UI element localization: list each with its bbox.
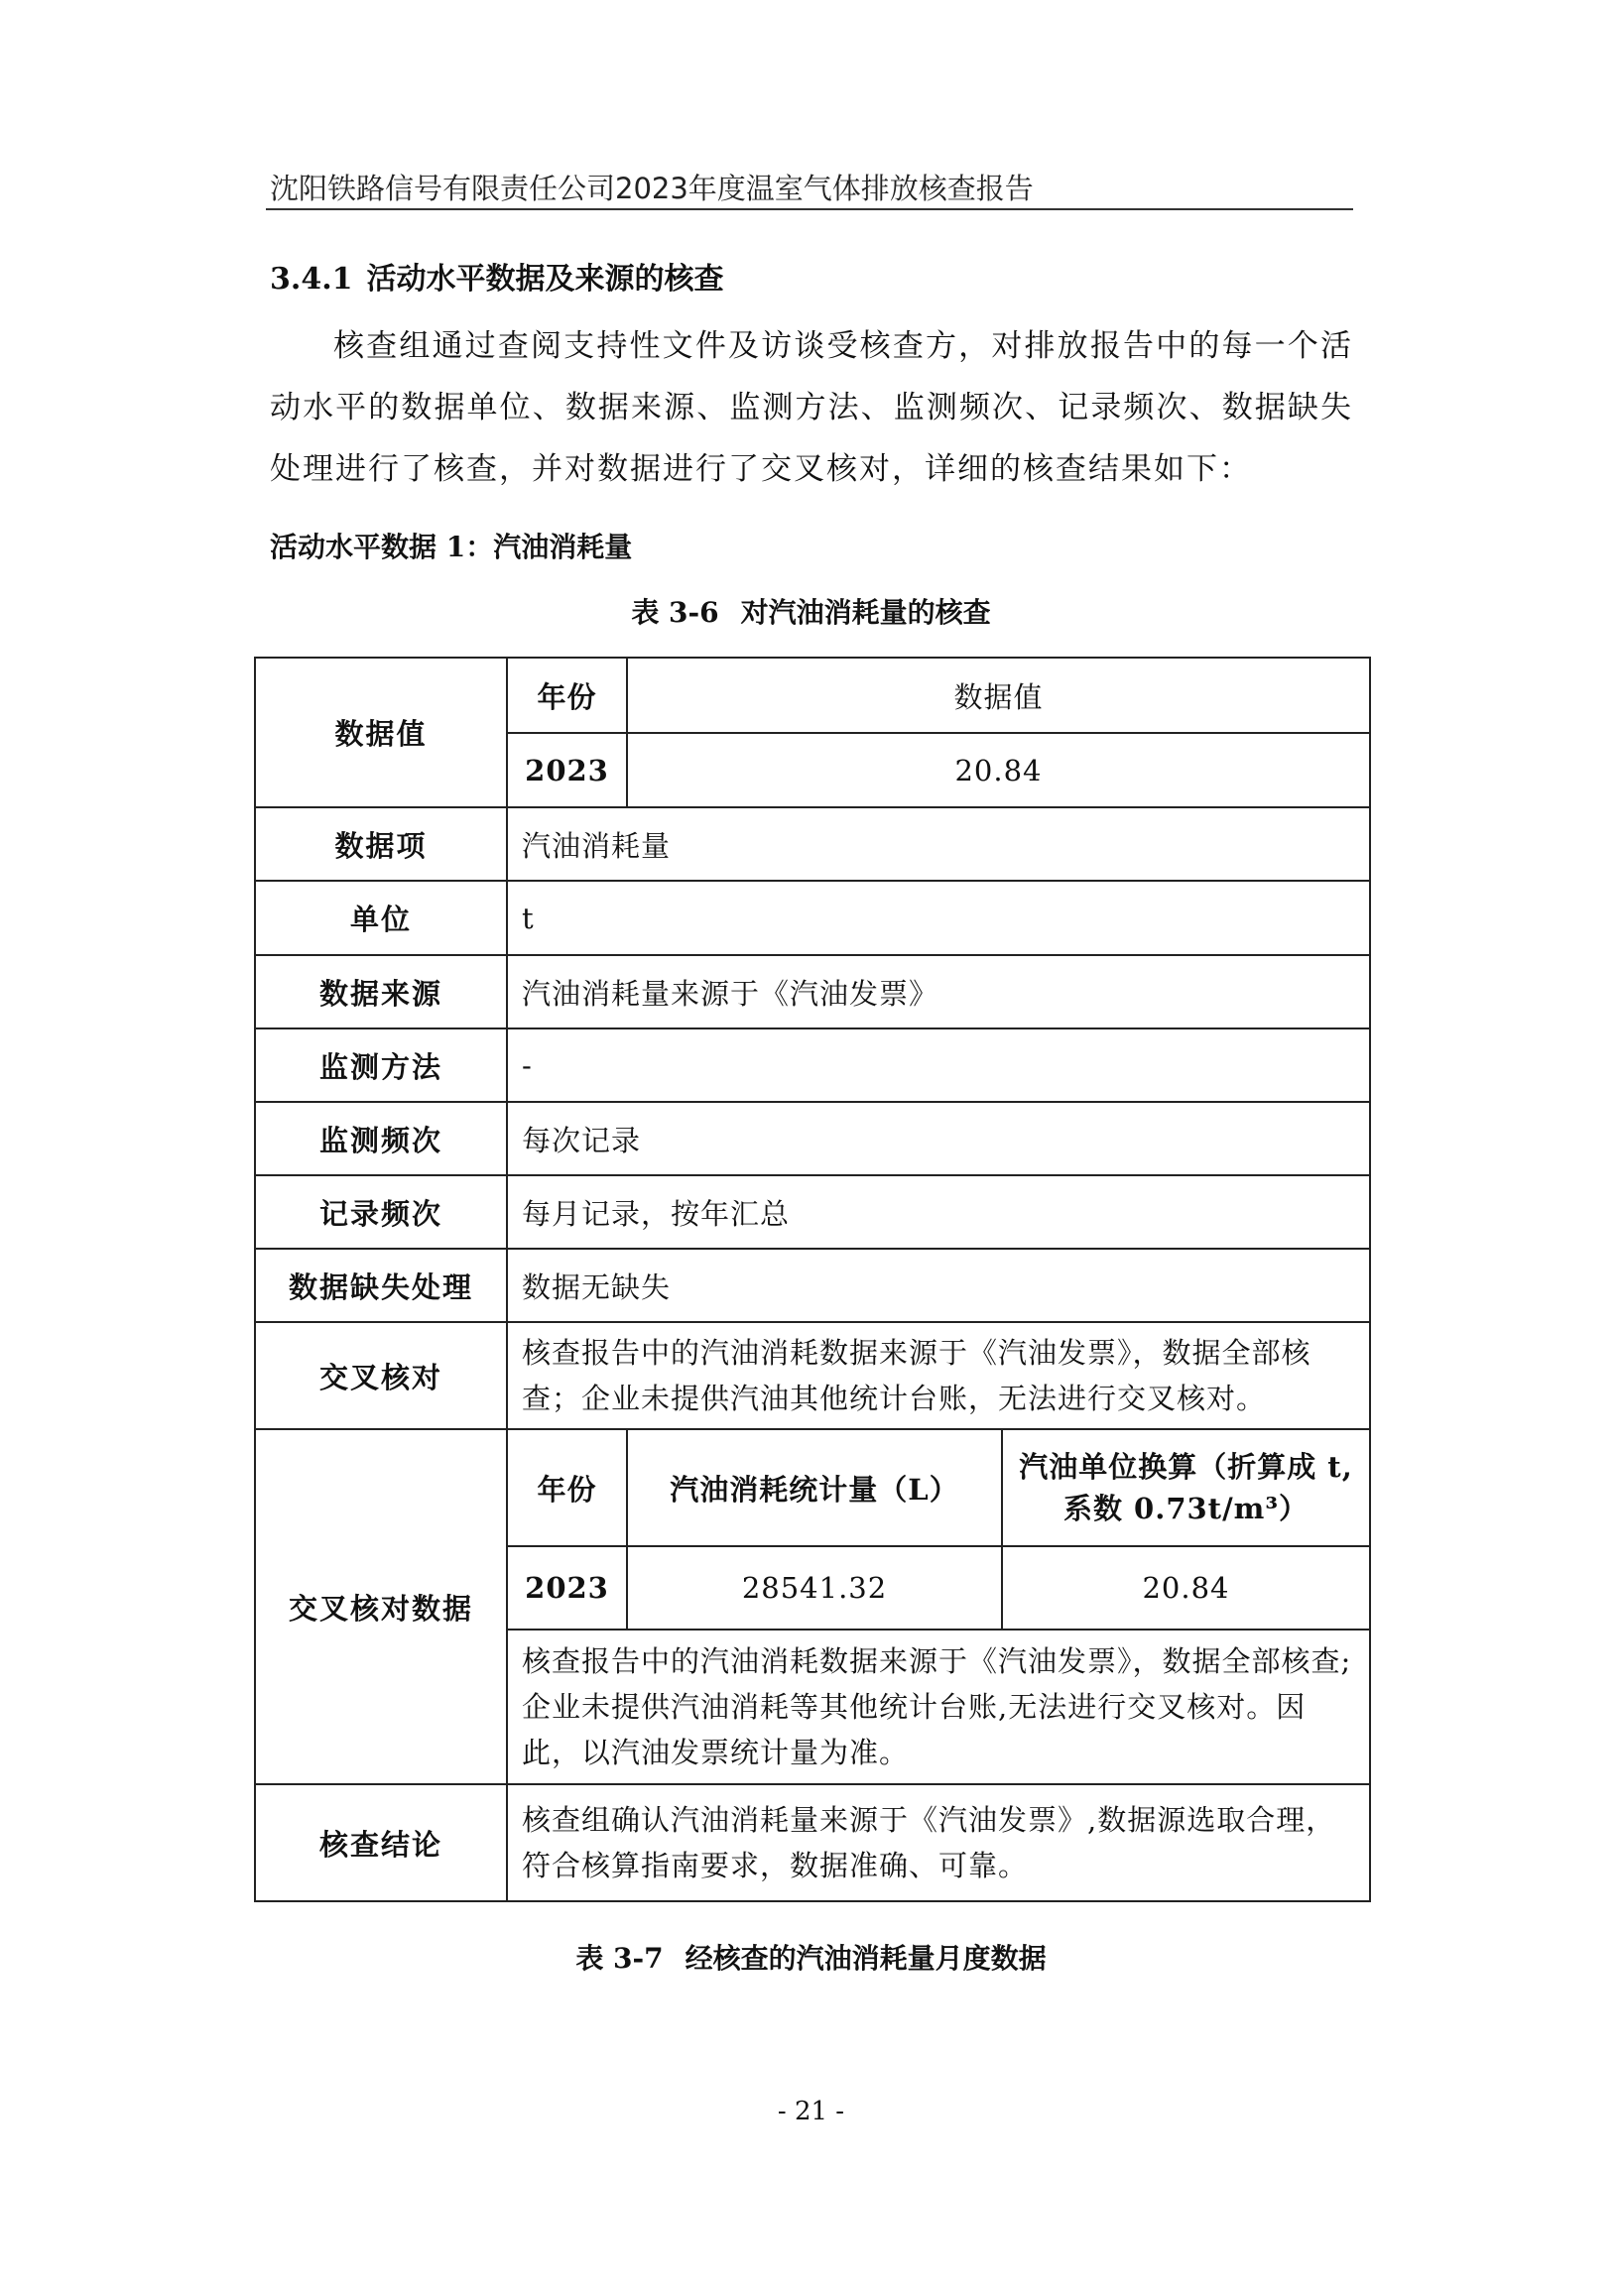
next-table-caption-title: 经核查的汽油消耗量月度数据 [685, 1942, 1047, 1975]
table-row [255, 1429, 1370, 1546]
cross-check-label: 交叉核对 [255, 1322, 507, 1429]
activity-data-subheading: 活动水平数据 1：汽油消耗量 [270, 531, 633, 563]
unit-label: 单位 [255, 881, 507, 955]
gasoline-stat-value: 28541.32 [627, 1546, 1002, 1630]
data-value-label: 数据值 [255, 658, 507, 807]
conclusion-value: 核查组确认汽油消耗量来源于《汽油发票》,数据源选取合理，符合核算指南要求，数据准确、可靠。 [507, 1784, 1370, 1901]
cross-year-cell: 2023 [507, 1546, 627, 1630]
monitoring-method-value: - [507, 1028, 1370, 1102]
table-caption [0, 591, 1622, 631]
next-table-caption-number: 表 3-7 [575, 1942, 664, 1975]
table-caption-title: 对汽油消耗量的核查 [740, 596, 991, 629]
unit-conversion-header [1002, 1429, 1370, 1546]
cross-check-note: 核查报告中的汽油消耗数据来源于《汽油发票》，数据全部核查;企业未提供汽油消耗等其他统计台账,无法进行交叉核对。因此，以汽油发票统计量为准。 [507, 1630, 1370, 1784]
monitoring-frequency-value: 每次记录 [507, 1102, 1370, 1175]
conclusion-label: 核查结论 [255, 1784, 507, 1901]
data-source-label: 数据来源 [255, 955, 507, 1028]
table-row [255, 1322, 1370, 1429]
next-table-caption [0, 1937, 1622, 1977]
missing-data-label: 数据缺失处理 [255, 1249, 507, 1322]
recording-frequency-value: 每月记录，按年汇总 [507, 1175, 1370, 1249]
table-row [255, 1028, 1370, 1102]
year-header: 年份 [507, 658, 627, 733]
unit-conversion-header-line2: 系数 0.73t/m³） [1062, 1492, 1310, 1525]
unit-value: t [507, 881, 1370, 955]
table-row [255, 1249, 1370, 1322]
missing-data-value: 数据无缺失 [507, 1249, 1370, 1322]
table-row [255, 807, 1370, 881]
table-row [255, 1102, 1370, 1175]
data-item-value: 汽油消耗量 [507, 807, 1370, 881]
section-title: 活动水平数据及来源的核查 [366, 262, 724, 297]
monitoring-method-label: 监测方法 [255, 1028, 507, 1102]
data-value-cell: 20.84 [627, 733, 1370, 807]
table-row [255, 955, 1370, 1028]
table-row [255, 1175, 1370, 1249]
header-rule [266, 208, 1353, 210]
table-row [255, 658, 1370, 733]
value-header: 数据值 [627, 658, 1370, 733]
table-row [255, 1784, 1370, 1901]
section-number: 3.4.1 [270, 262, 353, 297]
page-header: 沈阳铁路信号有限责任公司2023年度温室气体排放核查报告 [270, 172, 1034, 205]
section-heading [270, 254, 724, 298]
data-source-value: 汽油消耗量来源于《汽油发票》 [507, 955, 1370, 1028]
data-item-label: 数据项 [255, 807, 507, 881]
table-caption-number: 表 3-6 [631, 596, 719, 629]
table-row [255, 881, 1370, 955]
cross-check-data-label: 交叉核对数据 [255, 1429, 507, 1784]
gasoline-stat-header: 汽油消耗统计量（L） [627, 1429, 1002, 1546]
recording-frequency-label: 记录频次 [255, 1175, 507, 1249]
cross-check-value: 核查报告中的汽油消耗数据来源于《汽油发票》，数据全部核查；企业未提供汽油其他统计台账，无法进行交叉核对。 [507, 1322, 1370, 1429]
page-number: - 21 - [777, 2097, 845, 2126]
gasoline-verification-table [254, 657, 1371, 1902]
intro-paragraph: 核查组通过查阅支持性文件及访谈受核查方，对排放报告中的每一个活动水平的数据单位、数据来源、监测方法、监测频次、记录频次、数据缺失处理进行了核查，并对数据进行了交叉核对，详细的核查结果如下： [270, 328, 1353, 487]
year-cell: 2023 [507, 733, 627, 807]
cross-year-header: 年份 [507, 1429, 627, 1546]
monitoring-frequency-label: 监测频次 [255, 1102, 507, 1175]
unit-conversion-header-line1: 汽油单位换算（折算成 t, [1019, 1450, 1353, 1484]
unit-conversion-value: 20.84 [1002, 1546, 1370, 1630]
